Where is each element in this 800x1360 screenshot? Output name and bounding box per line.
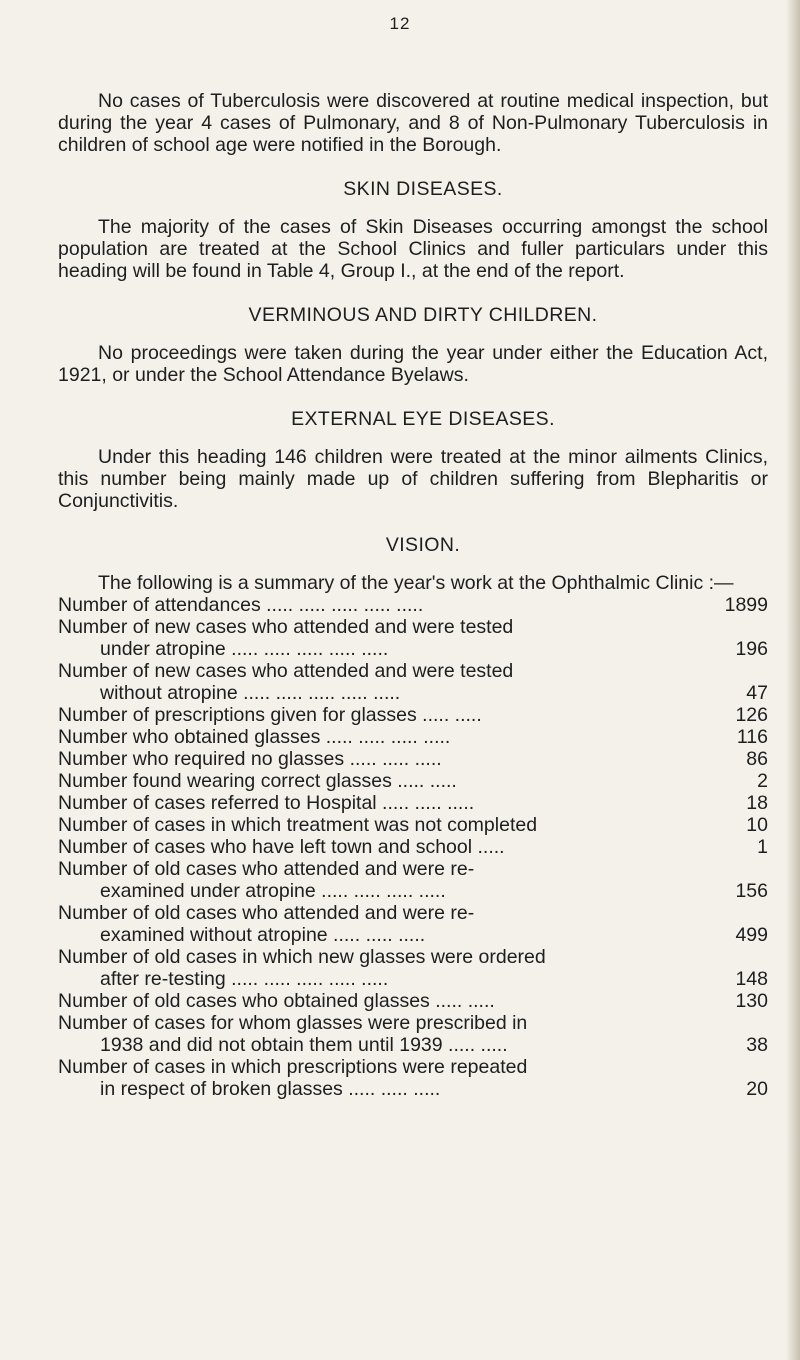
stat-row	[58, 704, 768, 726]
page-number: 12	[389, 14, 411, 33]
vision-statistics-list	[58, 594, 768, 1100]
stat-row	[58, 968, 768, 990]
document-body	[58, 90, 768, 1100]
stat-value: 126	[735, 704, 768, 726]
heading-skin-diseases: SKIN DISEASES.	[343, 178, 503, 200]
stat-value: 156	[735, 880, 768, 902]
stat-label-continued: without atropine ..... ..... ..... ..... .....	[100, 682, 401, 704]
stat-row	[58, 726, 768, 748]
stat-row-line	[58, 946, 768, 968]
stat-label: Number of cases in which prescriptions were repeated	[58, 1056, 528, 1078]
stat-row	[58, 836, 768, 858]
stat-label: Number of new cases who attended and were tested	[58, 660, 514, 682]
stat-label: Number of cases in which treatment was not completed	[58, 814, 538, 836]
stat-value: 20	[746, 1078, 768, 1100]
stat-value: 10	[746, 814, 768, 836]
paragraph-skin-diseases: The majority of the cases of Skin Diseases occurring amongst the school population are treated at the School Clinics and fuller particulars under this heading will be found in Table 4, Group I., at the end of the report.	[58, 216, 768, 282]
stat-label: Number of old cases in which new glasses were ordered	[58, 946, 546, 968]
paragraph-verminous-children: No proceedings were taken during the year under either the Education Act, 1921, or under the School Attendance Byelaws.	[58, 342, 768, 386]
stat-value: 2	[757, 770, 768, 792]
stat-label: Number of old cases who obtained glasses ..... .....	[58, 990, 495, 1012]
stat-label: Number of old cases who attended and were re-	[58, 902, 475, 924]
stat-value: 1899	[724, 594, 768, 616]
stat-row	[58, 814, 768, 836]
stat-value: 148	[735, 968, 768, 990]
paragraph-vision-intro: The following is a summary of the year's work at the Ophthalmic Clinic :—	[98, 572, 734, 594]
stat-label: Number of cases who have left town and school .....	[58, 836, 505, 858]
stat-label: Number found wearing correct glasses ..... .....	[58, 770, 457, 792]
stat-value: 38	[746, 1034, 768, 1056]
heading-verminous-children: VERMINOUS AND DIRTY CHILDREN.	[248, 304, 598, 326]
stat-row	[58, 770, 768, 792]
stat-value: 116	[736, 726, 768, 748]
stat-row	[58, 880, 768, 902]
paragraph-tuberculosis: No cases of Tuberculosis were discovered at routine medical inspection, but during the year 4 cases of Pulmonary, and 8 of Non-Pulmonary Tuberculosis in children of school age were notified in the Borough.	[58, 90, 768, 156]
stat-row	[58, 638, 768, 660]
stat-value: 196	[735, 638, 768, 660]
stat-value: 130	[735, 990, 768, 1012]
stat-label: Number of attendances ..... ..... ..... ..... .....	[58, 594, 424, 616]
stat-row-line	[58, 616, 768, 638]
stat-label: Number who required no glasses ..... ..... .....	[58, 748, 442, 770]
stat-label: Number who obtained glasses ..... ..... ..... .....	[58, 726, 451, 748]
stat-row	[58, 1034, 768, 1056]
stat-value: 47	[746, 682, 768, 704]
stat-label: Number of new cases who attended and were tested	[58, 616, 514, 638]
stat-label-continued: after re-testing ..... ..... ..... ..... .....	[100, 968, 389, 990]
stat-row-line	[58, 1056, 768, 1078]
stat-row-line	[58, 660, 768, 682]
page-edge-shadow	[786, 0, 800, 1360]
stat-label-continued: examined under atropine ..... ..... ..... .....	[100, 880, 446, 902]
stat-row-line	[58, 902, 768, 924]
paragraph-external-eye-diseases: Under this heading 146 children were treated at the minor ailments Clinics, this number being mainly made up of children suffering from Blepharitis or Conjunctivitis.	[58, 446, 768, 512]
stat-label: Number of prescriptions given for glasses ..... .....	[58, 704, 482, 726]
stat-label-continued: under atropine ..... ..... ..... ..... .....	[100, 638, 389, 660]
stat-value: 18	[746, 792, 768, 814]
stat-value: 86	[746, 748, 768, 770]
stat-label-continued: in respect of broken glasses ..... ..... .....	[100, 1078, 441, 1100]
stat-label: Number of cases for whom glasses were prescribed in	[58, 1012, 528, 1034]
stat-label-continued: 1938 and did not obtain them until 1939 ..... .....	[100, 1034, 508, 1056]
stat-value: 499	[735, 924, 768, 946]
stat-row-line	[58, 1012, 768, 1034]
stat-row	[58, 748, 768, 770]
stat-label: Number of old cases who attended and were re-	[58, 858, 475, 880]
stat-value: 1	[757, 836, 768, 858]
stat-label-continued: examined without atropine ..... ..... .....	[100, 924, 426, 946]
stat-row	[58, 924, 768, 946]
stat-row	[58, 792, 768, 814]
heading-vision: VISION.	[385, 534, 461, 556]
stat-row	[58, 594, 768, 616]
stat-row	[58, 990, 768, 1012]
heading-external-eye-diseases: EXTERNAL EYE DISEASES.	[291, 408, 555, 430]
stat-row	[58, 682, 768, 704]
stat-label: Number of cases referred to Hospital ..... ..... .....	[58, 792, 475, 814]
stat-row-line	[58, 858, 768, 880]
stat-row	[58, 1078, 768, 1100]
